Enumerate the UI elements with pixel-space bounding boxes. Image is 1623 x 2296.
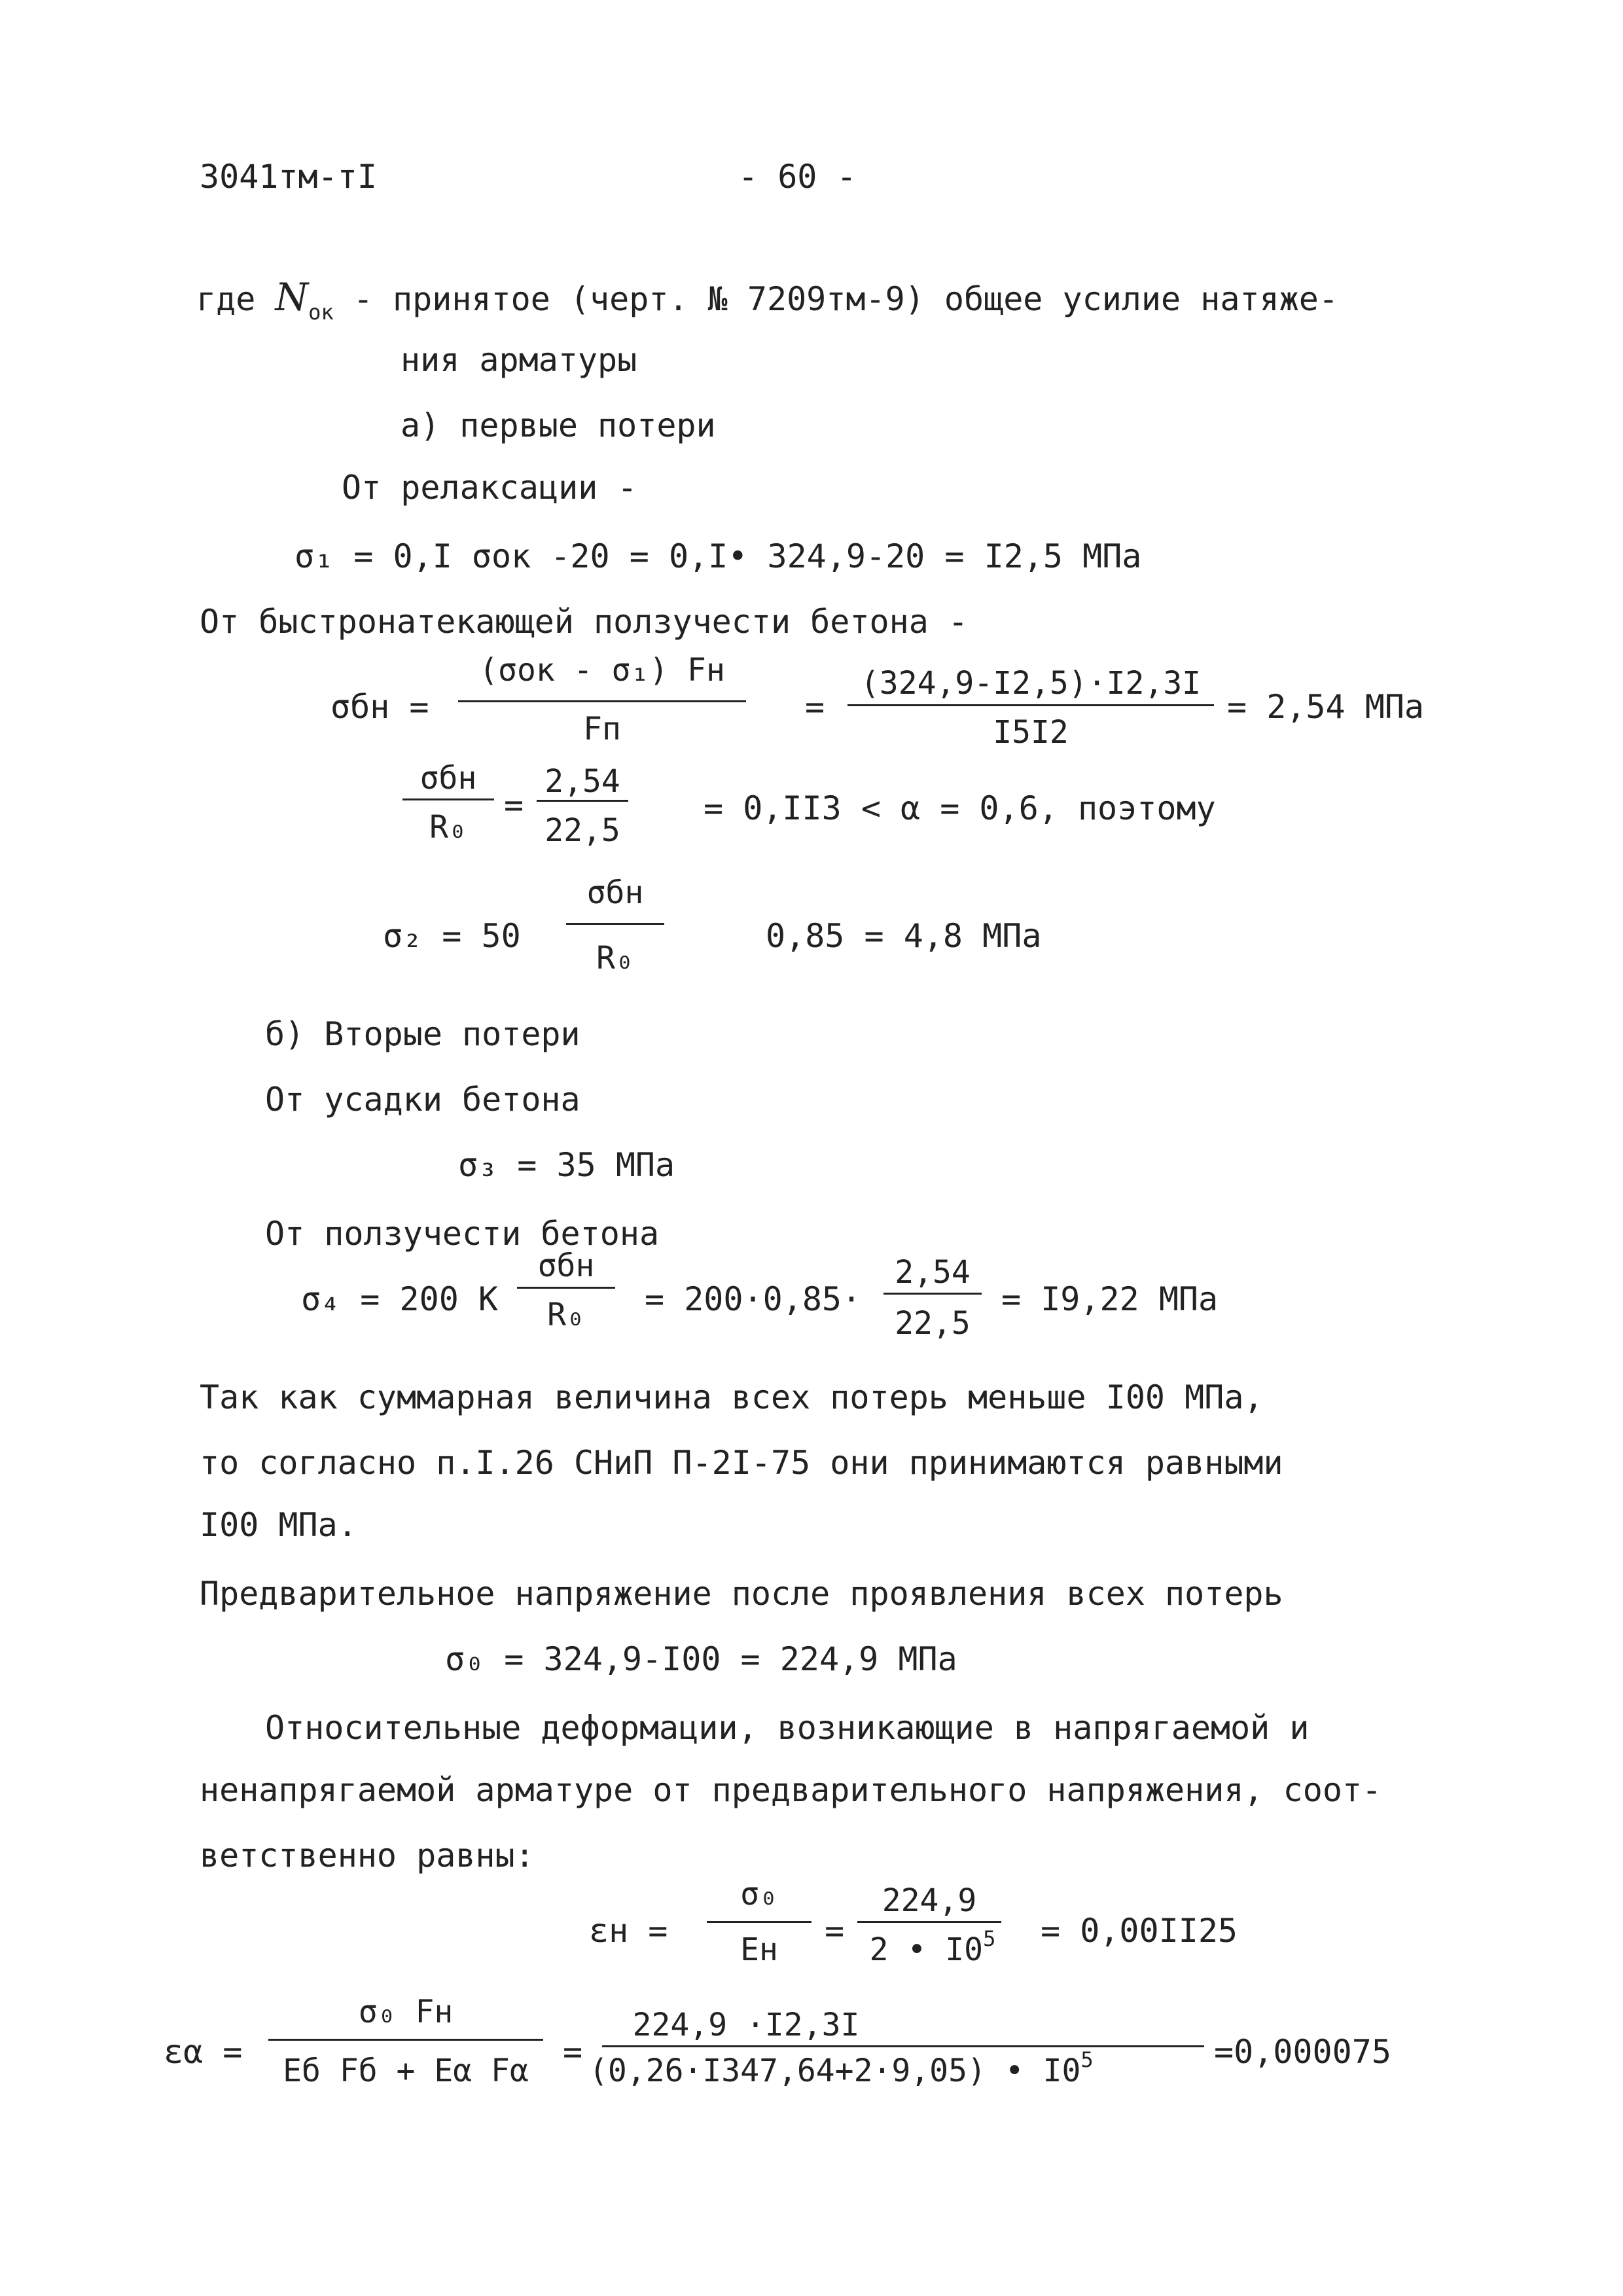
- total-losses-line-2: то согласно п.I.26 СНиП П-2I-75 они принимаются равными: [200, 1444, 1283, 1482]
- force-symbol: N: [275, 275, 309, 319]
- sigma2-numerator: σбн: [586, 874, 644, 911]
- sigma4-denominator: R₀: [547, 1297, 585, 1333]
- where-word: где: [196, 280, 256, 318]
- eps-a-fraction-bar: [268, 2039, 543, 2041]
- total-losses-line-3: I00 МПа.: [200, 1506, 357, 1544]
- creep-label: От ползучести бетона: [265, 1215, 660, 1253]
- eps-h-denominator: Eн: [740, 1931, 778, 1968]
- fast-creep-label: От быстронатекающей ползучести бетона -: [200, 603, 968, 641]
- ratio-fraction-bar: [402, 798, 494, 800]
- sigma-bn-eq-sign: =: [805, 688, 825, 726]
- ratio-fraction-bar-2: [537, 800, 628, 802]
- eps-a-numerator: σ₀ Fн: [358, 1994, 454, 2030]
- sigma-bn-numerator-2: (324,9-I2,5)·I2,3I: [860, 665, 1202, 702]
- eps-h-fraction-bar-2: [857, 1921, 1001, 1923]
- eps-a-result: =0,000075: [1214, 2033, 1391, 2071]
- sigma-bn-denominator: Fп: [583, 711, 621, 747]
- deformations-line-2: ненапрягаемой арматуре от предварительного напряжения, соот-: [200, 1771, 1382, 1809]
- sigma-bn-numerator: (σок - σ₁) Fн: [479, 652, 725, 689]
- eps-a-lhs: εα =: [164, 2033, 243, 2071]
- prestress-line: Предварительное напряжение после проявления всех потерь: [200, 1575, 1283, 1613]
- eps-h-eq-sign: =: [825, 1912, 845, 1950]
- sigma4-fraction-bar: [517, 1287, 615, 1289]
- eps-a-eq-sign: =: [563, 2033, 583, 2071]
- sigma3-equation: σ₃ = 35 МПа: [458, 1146, 675, 1184]
- second-losses-heading: б) Вторые потери: [265, 1015, 580, 1053]
- intro-text: - принятое (черт. № 7209тм-9) общее усилие натяже-: [353, 280, 1338, 318]
- sigma-bn-denominator-2: I5I2: [993, 714, 1069, 751]
- ratio-numerator-2: 2,54: [544, 763, 620, 800]
- eps-a-den-base: (0,26·I347,64+2·9,05) • I0: [589, 2053, 1081, 2089]
- force-subscript: ок: [308, 300, 334, 325]
- eps-a-denominator-2: [589, 2047, 1094, 2089]
- eps-h-fraction-bar: [707, 1921, 812, 1923]
- eps-h-lhs: εн =: [589, 1912, 668, 1950]
- sigma4-lhs: σ₄ = 200 К: [301, 1280, 499, 1318]
- sigma1-equation: σ₁ = 0,I σок -20 = 0,I• 324,9-20 = I2,5 МПа: [294, 537, 1142, 575]
- relaxation-label: От релаксации -: [342, 469, 637, 507]
- sigma2-lhs: σ₂ = 50: [383, 917, 521, 955]
- page-number: - 60 -: [738, 158, 857, 196]
- shrinkage-label: От усадки бетона: [265, 1081, 580, 1119]
- ratio-denominator-2: 22,5: [544, 812, 620, 849]
- eps-a-fraction-bar-2: [602, 2045, 1204, 2047]
- sigma4-middle: = 200·0,85·: [645, 1280, 862, 1318]
- sigma4-numerator-2: 2,54: [895, 1254, 971, 1291]
- sigma2-result: 0,85 = 4,8 МПа: [766, 917, 1042, 955]
- sigma2-fraction-bar: [566, 923, 664, 925]
- eps-a-numerator-2: 224,9 ·I2,3I: [632, 2007, 860, 2043]
- total-losses-line-1: Так как суммарная величина всех потерь меньше I00 МПа,: [200, 1378, 1264, 1416]
- sigma2-denominator: R₀: [596, 940, 634, 977]
- intro-line-2: ния арматуры: [401, 341, 637, 379]
- sigma4-numerator: σбн: [537, 1247, 595, 1284]
- ratio-numerator: σбн: [419, 760, 477, 797]
- sigma-bn-result: = 2,54 МПа: [1227, 688, 1425, 726]
- document-code: 3041тм-тI: [200, 158, 377, 196]
- deformations-line-3: ветственно равны:: [200, 1837, 535, 1874]
- ratio-result: = 0,II3 < α = 0,6, поэтому: [704, 789, 1216, 827]
- sigma4-result: = I9,22 МПа: [1001, 1280, 1219, 1318]
- intro-line-1: [196, 275, 1338, 325]
- sigma-bn-fraction-bar: [458, 700, 746, 702]
- deformations-line-1: Относительные деформации, возникающие в напрягаемой и: [265, 1709, 1310, 1747]
- ratio-eq-sign: =: [504, 786, 524, 824]
- eps-h-denominator-2: [851, 1926, 1014, 1968]
- sigma4-denominator-2: 22,5: [895, 1305, 971, 1342]
- eps-a-den-exponent: 5: [1080, 2047, 1094, 2072]
- sigma0-equation: σ₀ = 324,9-I00 = 224,9 МПа: [445, 1640, 957, 1678]
- first-losses-heading: а) первые потери: [401, 406, 716, 444]
- eps-h-numerator-2: 224,9: [882, 1882, 977, 1919]
- eps-h-den-base: 2 • I0: [869, 1931, 984, 1968]
- sigma4-fraction-bar-2: [883, 1293, 982, 1295]
- eps-h-numerator: σ₀: [740, 1876, 778, 1912]
- eps-a-denominator: Eб Fб + Eα Fα: [283, 2053, 529, 2089]
- eps-h-den-exponent: 5: [983, 1926, 996, 1951]
- sigma-bn-fraction-bar-2: [847, 704, 1214, 706]
- eps-h-result: = 0,00II25: [1041, 1912, 1238, 1950]
- sigma-bn-lhs: σбн =: [330, 688, 429, 726]
- ratio-denominator: R₀: [429, 809, 467, 846]
